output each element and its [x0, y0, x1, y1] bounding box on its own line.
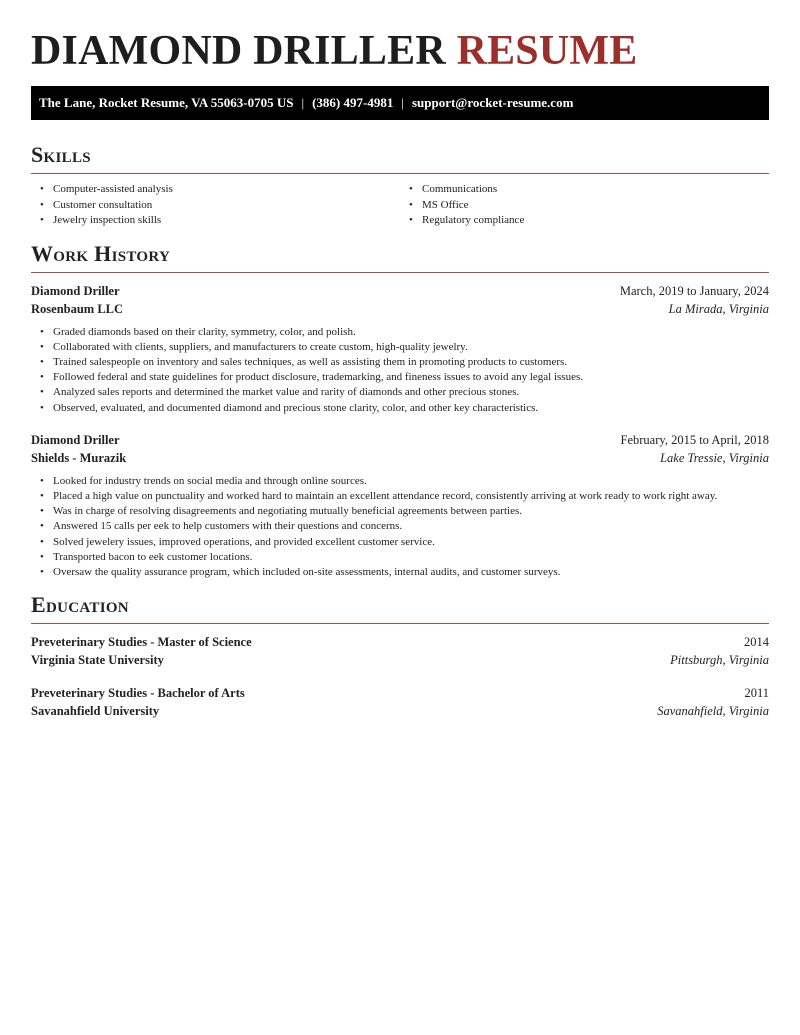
- contact-email: support@rocket-resume.com: [411, 95, 574, 110]
- job-bullet: • Followed federal and state guidelines for product disclosure, trademarking, and fineness issues to avoid any legal issues.: [53, 370, 769, 385]
- job-bullet: • Oversaw the quality assurance program, which included on-site assessments, internal audits, and customer surveys.: [53, 565, 769, 580]
- skill-item: • MS Office: [422, 198, 769, 214]
- skill-item: • Communications: [422, 182, 769, 198]
- education-location: Pittsburgh, Virginia: [670, 653, 769, 668]
- job-bullet: • Was in charge of resolving disagreements and negotiating mutually beneficial agreements between parties.: [53, 504, 769, 519]
- skills-list: [31, 182, 769, 229]
- skills-heading: Skills: [31, 142, 769, 174]
- job-bullet: • Solved jewelery issues, improved operations, and provided excellent customer service.: [53, 535, 769, 550]
- education-school: Savanahfield University: [31, 704, 160, 719]
- job-company-row: [31, 449, 769, 467]
- job-bullet: • Answered 15 calls per eek to help customers with their questions and concerns.: [53, 519, 769, 534]
- job-title-row: [31, 282, 769, 300]
- job-location: Lake Tressie, Virginia: [660, 450, 769, 465]
- education-school: Virginia State University: [31, 653, 164, 668]
- job-bullet: • Transported bacon to eek customer locations.: [53, 550, 769, 565]
- job-bullet: • Analyzed sales reports and determined the market value and rarity of diamonds and other precious stones.: [53, 385, 769, 400]
- education-degree: Preveterinary Studies - Master of Science: [31, 635, 252, 650]
- contact-separator: |: [401, 95, 404, 110]
- title-main: DIAMOND DRILLER: [31, 28, 446, 74]
- skill-item: • Jewelry inspection skills: [53, 213, 400, 229]
- education-entry: [31, 633, 769, 669]
- education-degree-row: [31, 684, 769, 702]
- job-company-row: [31, 300, 769, 318]
- education-location: Savanahfield, Virginia: [657, 704, 769, 719]
- job-title: Diamond Driller: [31, 283, 120, 298]
- education-entry: [31, 684, 769, 720]
- job-location: La Mirada, Virginia: [668, 301, 769, 316]
- job-company: Shields - Murazik: [31, 450, 127, 465]
- job-title: Diamond Driller: [31, 432, 120, 447]
- job-entry: [31, 431, 769, 580]
- job-company: Rosenbaum LLC: [31, 301, 124, 316]
- education-school-row: [31, 651, 769, 669]
- education-heading: Education: [31, 592, 769, 624]
- skill-item: • Regulatory compliance: [422, 213, 769, 229]
- job-bullet: • Looked for industry trends on social media and through online sources.: [53, 474, 769, 489]
- contact-separator: |: [301, 95, 305, 110]
- job-bullet: • Observed, evaluated, and documented diamond and precious stone clarity, color, and other key characteristics.: [53, 401, 769, 416]
- job-dates: March, 2019 to January, 2024: [619, 283, 769, 298]
- skills-column-left: [31, 182, 400, 229]
- contact-phone: (386) 497-4981: [312, 95, 394, 110]
- job-bullets: [31, 325, 769, 416]
- job-title-row: [31, 431, 769, 449]
- education-year: 2014: [744, 635, 769, 650]
- job-bullet: • Trained salespeople on inventory and sales techniques, as well as assisting them in promoting products to customers.: [53, 355, 769, 370]
- resume-title: [31, 0, 769, 79]
- contact-address: The Lane, Rocket Resume, VA 55063-0705 US: [39, 95, 294, 110]
- education-year: 2011: [744, 686, 769, 701]
- job-bullet: • Collaborated with clients, suppliers, and manufacturers to create custom, high-quality jewelry.: [53, 340, 769, 355]
- education-degree-row: [31, 633, 769, 651]
- job-entry: [31, 282, 769, 416]
- contact-bar: [31, 86, 769, 120]
- work-history-heading: Work History: [31, 241, 769, 273]
- skill-item: • Computer-assisted analysis: [53, 182, 400, 198]
- title-accent: RESUME: [456, 28, 638, 74]
- education-school-row: [31, 702, 769, 720]
- skills-column-right: [400, 182, 769, 229]
- job-bullets: [31, 474, 769, 580]
- skill-item: • Customer consultation: [53, 198, 400, 214]
- job-dates: February, 2015 to April, 2018: [620, 432, 769, 447]
- job-bullet: • Graded diamonds based on their clarity, symmetry, color, and polish.: [53, 325, 769, 340]
- job-bullet: • Placed a high value on punctuality and worked hard to maintain an excellent attendance record, consistently arriving at work ready to work right away.: [53, 489, 769, 504]
- education-degree: Preveterinary Studies - Bachelor of Arts: [31, 686, 245, 701]
